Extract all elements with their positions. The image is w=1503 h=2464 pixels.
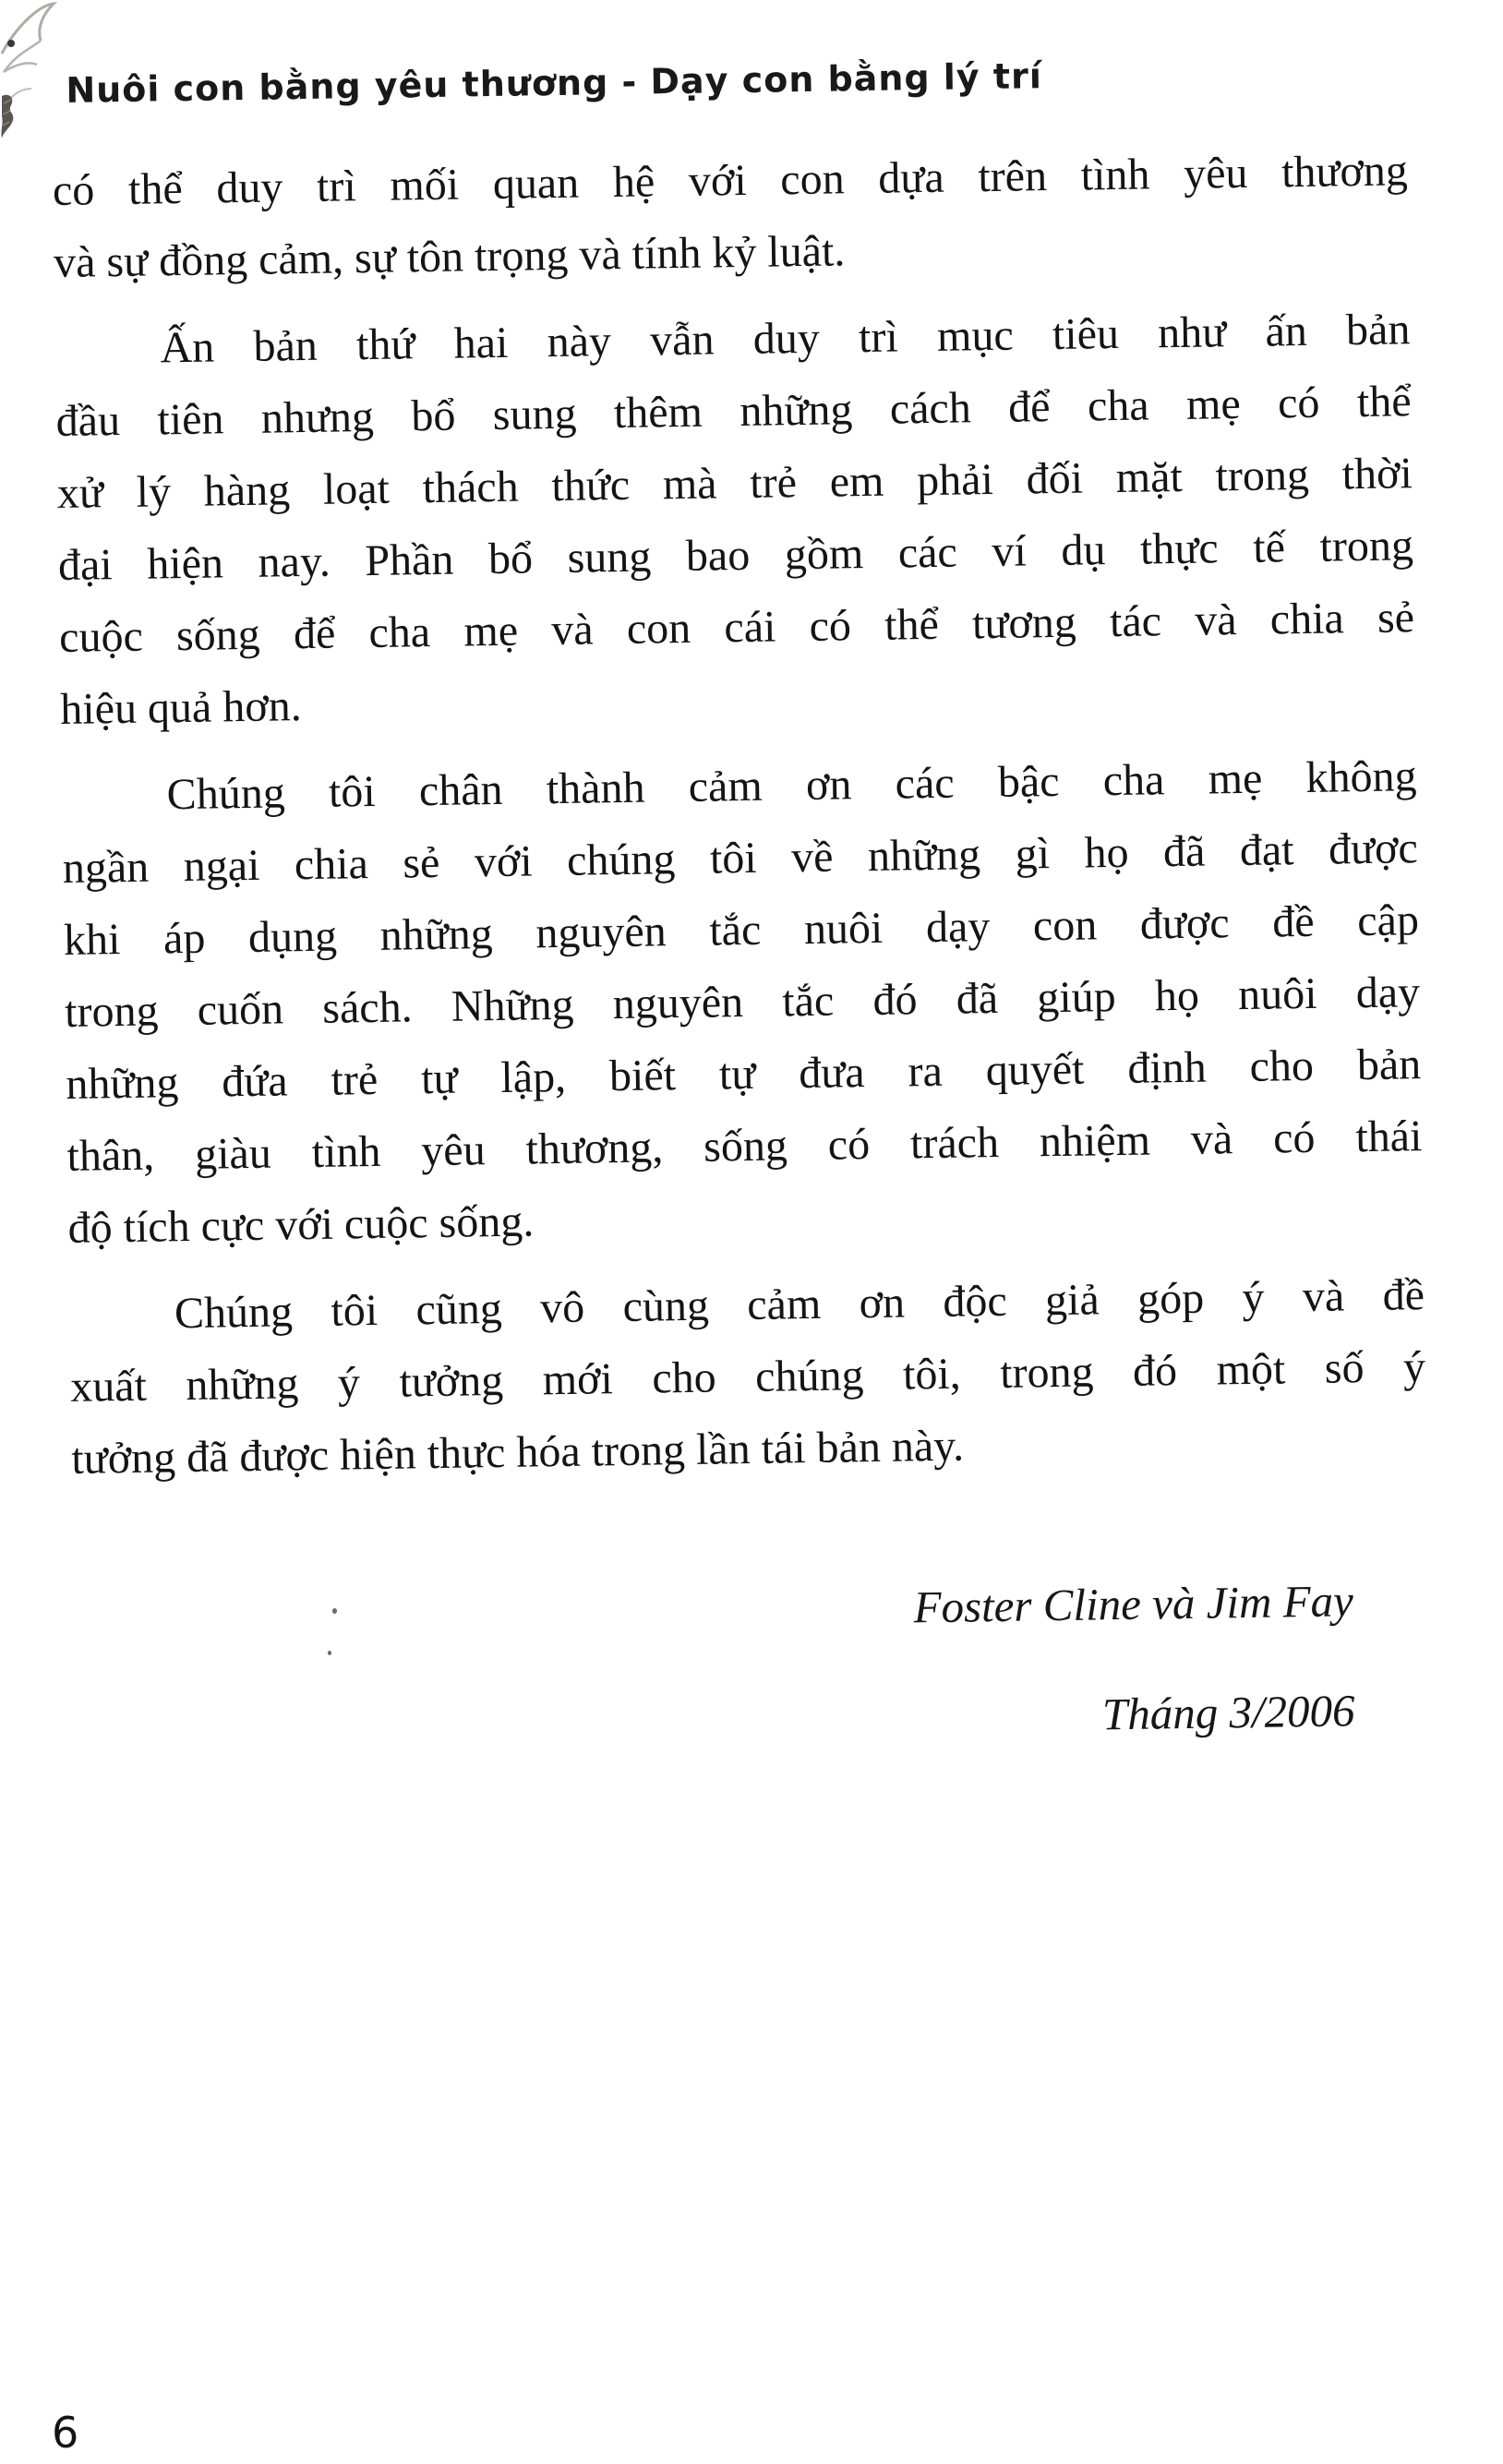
- scan-speck: [328, 1651, 331, 1655]
- text-line: Chúng tôi cũng vô cùng cảm ơn độc giả góp ý và đề: [174, 1270, 1425, 1339]
- paragraph: [52, 135, 1409, 299]
- text-line: ngần ngại chia sẻ với chúng tôi về những gì họ đã đạt được: [62, 823, 1419, 893]
- paragraph: [68, 1259, 1426, 1496]
- body-text: [52, 135, 1426, 1496]
- text-line: Chúng tôi chân thành cảm ơn các bậc cha mẹ không: [166, 751, 1417, 820]
- text-line: khi áp dụng những nguyên tắc nuôi dạy con được đề cập: [63, 895, 1420, 965]
- signature-block: [74, 1574, 1355, 1756]
- text-line: cuộc sống để cha mẹ và con cái có thể tương tác và chia sẻ: [58, 593, 1415, 662]
- text-line: và sự đồng cảm, sự tôn trọng và tính kỷ luật.: [53, 226, 846, 288]
- paragraph: [54, 294, 1416, 746]
- text-line: trong cuốn sách. Những nguyên tắc đó đã giúp họ nuôi dạy: [64, 968, 1421, 1037]
- text-line: độ tích cực với cuộc sống.: [67, 1196, 535, 1253]
- text-line: Ấn bản thứ hai này vẫn duy trì mục tiêu như ấn bản: [160, 305, 1411, 373]
- page-number: 6: [52, 2408, 79, 2458]
- signature-date: Tháng 3/2006: [1101, 1685, 1355, 1740]
- paragraph: [61, 740, 1424, 1265]
- text-line: những đứa trẻ tự lập, biết tự đưa ra quyết định cho bản: [65, 1040, 1422, 1109]
- text-line: đầu tiên nhưng bổ sung thêm những cách để cha mẹ có thể: [55, 377, 1412, 447]
- text-line: có thể duy trì mối quan hệ với con dựa trên tình yêu thương: [52, 146, 1409, 216]
- signature-authors: Foster Cline và Jim Fay: [913, 1575, 1354, 1633]
- text-line: hiệu quả hơn.: [59, 681, 303, 734]
- scan-speck: [332, 1608, 337, 1614]
- text-line: tưởng đã được hiện thực hóa trong lần tái bản này.: [70, 1421, 965, 1484]
- running-header: Nuôi con bằng yêu thương - Dạy con bằng lý trí: [66, 55, 1043, 111]
- text-line: đại hiện nay. Phần bổ sung bao gồm các ví dụ thực tế trong: [57, 521, 1414, 591]
- text-line: xuất những ý tưởng mới cho chúng tôi, trong đó một số ý: [69, 1342, 1426, 1412]
- text-line: thân, giàu tình yêu thương, sống có trách nhiệm và có thái: [66, 1112, 1423, 1181]
- text-line: xử lý hàng loạt thách thức mà trẻ em phải đối mặt trong thời: [56, 449, 1413, 519]
